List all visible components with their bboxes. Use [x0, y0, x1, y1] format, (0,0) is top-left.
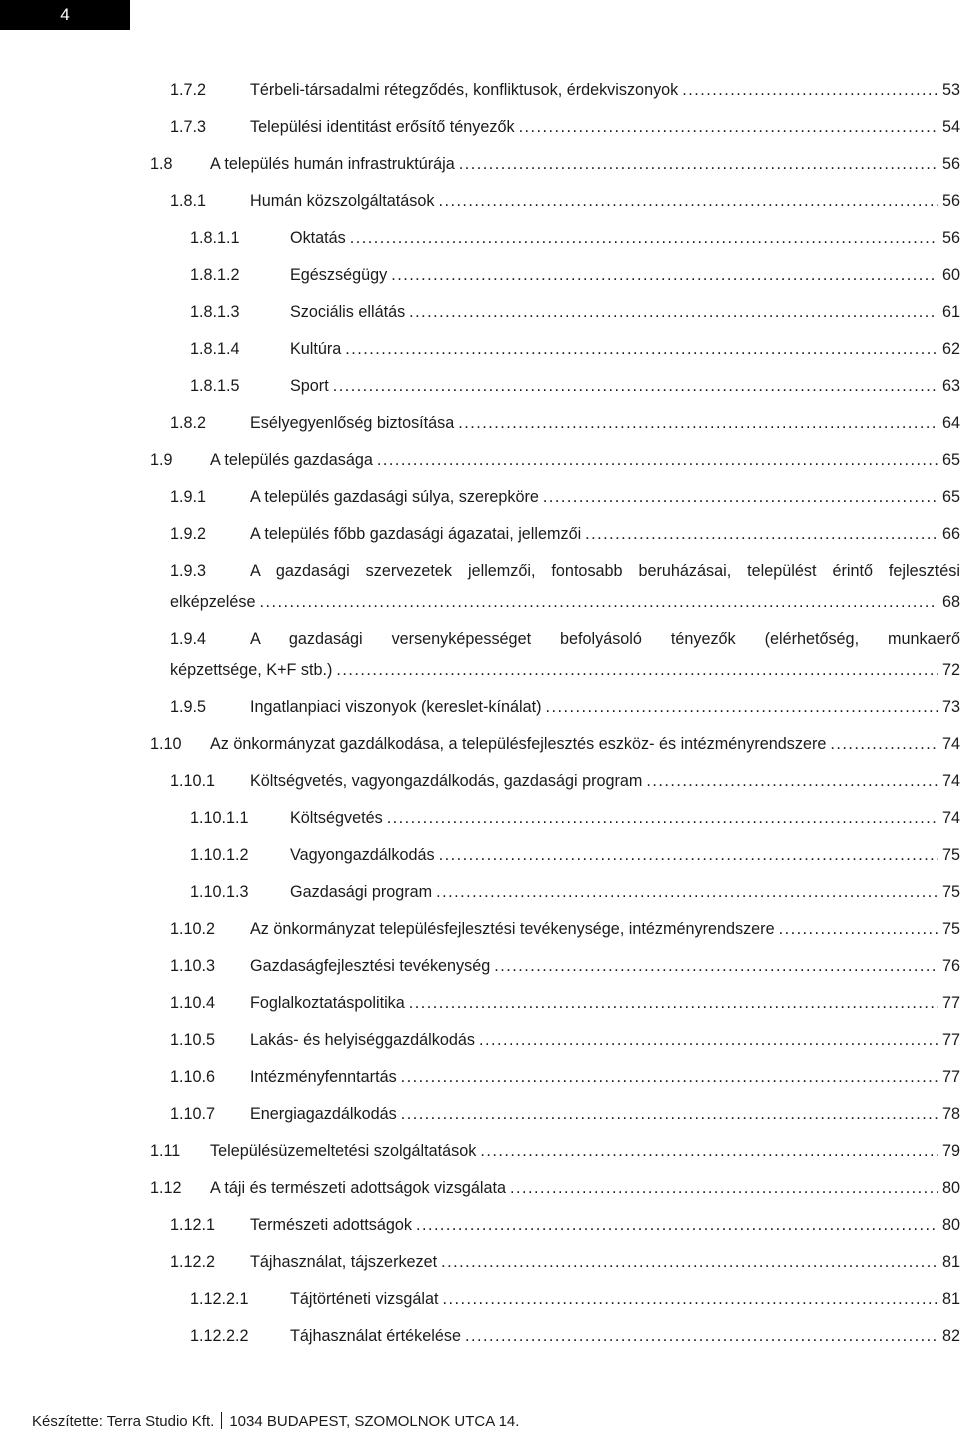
toc-entry-page: 75: [941, 883, 960, 901]
toc-entry[interactable]: [150, 1059, 960, 1096]
toc-entry-title: Ingatlanpiaci viszonyok (kereslet-kínálat): [250, 698, 542, 716]
toc-entry[interactable]: [150, 405, 960, 442]
toc-dot-leader: [409, 294, 938, 331]
toc-entry-number: 1.7.2: [170, 81, 207, 99]
toc-entry-number: 1.8.2: [170, 414, 207, 432]
toc-entry-title: Sport: [290, 377, 329, 395]
toc-entry-title: képzettsége, K+F stb.): [170, 661, 333, 679]
toc-entry-number: 1.8.1.4: [190, 340, 240, 358]
toc-entry-page: 56: [941, 155, 960, 173]
toc-entry-number: 1.8.1.2: [190, 266, 240, 284]
toc-entry-page: 81: [941, 1290, 960, 1308]
toc-entry[interactable]: [150, 1244, 960, 1281]
toc-entry-number: 1.10.2: [170, 920, 216, 938]
toc-entry-title: Gazdasági program: [290, 883, 433, 901]
toc-dot-leader: [409, 985, 938, 1022]
toc-entry-page: 77: [941, 1068, 960, 1086]
toc-entry-number: 1.12.2.1: [190, 1290, 249, 1308]
toc-entry-number: 1.8.1.5: [190, 377, 240, 395]
toc-entry[interactable]: [150, 220, 960, 257]
toc-entry-number: 1.10: [150, 735, 182, 753]
toc-entry-number: 1.12: [150, 1179, 182, 1197]
toc-entry-page: 72: [941, 661, 960, 679]
toc-entry-number: 1.8.1: [170, 192, 207, 210]
toc-entry[interactable]: [150, 800, 960, 837]
toc-entry[interactable]: [150, 479, 960, 516]
toc-entry-page: 53: [941, 81, 960, 99]
toc-dot-leader: [459, 146, 938, 183]
toc-entry-page: 74: [941, 772, 960, 790]
toc-dot-leader: [439, 837, 938, 874]
toc-entry-title: A táji és természeti adottságok vizsgálata: [210, 1179, 507, 1197]
page-footer: [32, 1412, 519, 1430]
toc-entry-page: 82: [941, 1327, 960, 1345]
toc-dot-leader: [682, 72, 938, 109]
footer-author: Készítette: Terra Studio Kft.: [32, 1413, 215, 1430]
toc-entry-page: 65: [941, 451, 960, 469]
toc-dot-leader: [465, 1318, 938, 1355]
toc-entry-title: Természeti adottságok: [250, 1216, 412, 1234]
toc-entry[interactable]: [150, 689, 960, 726]
toc-entry-title: Oktatás: [290, 229, 346, 247]
toc-entry[interactable]: [150, 516, 960, 553]
toc-dot-leader: [401, 1096, 938, 1133]
toc-entry-number: 1.11: [150, 1142, 181, 1160]
toc-entry[interactable]: [150, 553, 960, 621]
toc-entry[interactable]: [150, 1096, 960, 1133]
toc-entry-title: Az önkormányzat településfejlesztési tevékenysége, intézményrendszere: [250, 920, 775, 938]
page-number-badge: [0, 0, 130, 30]
toc-dot-leader: [543, 479, 938, 516]
toc-entry-page: 68: [941, 593, 960, 611]
toc-entry-number: 1.9.5: [170, 698, 207, 716]
toc-entry-page: 77: [941, 994, 960, 1012]
toc-entry[interactable]: [150, 442, 960, 479]
toc-entry-number: 1.10.1: [170, 772, 216, 790]
toc-dot-leader: [333, 368, 938, 405]
toc-entry-number: 1.10.4: [170, 994, 216, 1012]
toc-entry-title: elképzelése: [170, 593, 256, 611]
toc-entry[interactable]: [150, 72, 960, 109]
toc-entry[interactable]: [150, 146, 960, 183]
toc-entry-title: Településüzemeltetési szolgáltatások: [210, 1142, 477, 1160]
toc-dot-leader: [480, 1133, 938, 1170]
toc-entry-title: Szociális ellátás: [290, 303, 406, 321]
footer-separator: [221, 1412, 222, 1429]
toc-entry-page: 63: [941, 377, 960, 395]
toc-dot-leader: [510, 1170, 938, 1207]
toc-dot-leader: [585, 516, 938, 553]
toc-entry-page: 66: [941, 525, 960, 543]
toc-entry-page: 56: [941, 192, 960, 210]
toc-entry[interactable]: [150, 257, 960, 294]
toc-entry[interactable]: [150, 109, 960, 146]
toc-dot-leader: [416, 1207, 938, 1244]
toc-entry[interactable]: [150, 726, 960, 763]
toc-entry[interactable]: [150, 911, 960, 948]
toc-entry-title: Kultúra: [290, 340, 342, 358]
toc-dot-leader: [438, 183, 938, 220]
toc-dot-leader: [387, 800, 938, 837]
toc-dot-leader: [546, 689, 938, 726]
toc-entry[interactable]: [150, 1318, 960, 1355]
toc-dot-leader: [442, 1281, 938, 1318]
toc-dot-leader: [779, 911, 938, 948]
toc-entry-page: 80: [941, 1216, 960, 1234]
toc-entry-page: 74: [941, 809, 960, 827]
toc-entry-number: 1.9.3: [170, 562, 207, 580]
toc-entry-title: A település humán infrastruktúrája: [210, 155, 455, 173]
toc-entry-number: 1.9: [150, 451, 173, 469]
toc-entry[interactable]: [150, 368, 960, 405]
toc-entry-title: Vagyongazdálkodás: [290, 846, 435, 864]
toc-entry[interactable]: [150, 1170, 960, 1207]
toc-entry-page: 56: [941, 229, 960, 247]
toc-entry-page: 61: [941, 303, 960, 321]
toc-entry-number: 1.12.1: [170, 1216, 216, 1234]
toc-dot-leader: [436, 874, 938, 911]
toc-entry-page: 75: [941, 846, 960, 864]
toc-dot-leader: [441, 1244, 938, 1281]
toc-entry-title: Egészségügy: [290, 266, 388, 284]
toc-entry-title: Tájhasználat értékelése: [290, 1327, 461, 1345]
toc-entry[interactable]: [150, 763, 960, 800]
toc-entry[interactable]: [150, 1133, 960, 1170]
toc-entry-title: Költségvetés: [290, 809, 383, 827]
toc-entry-title: A település gazdasága: [210, 451, 373, 469]
toc-dot-leader: [260, 584, 938, 621]
toc-entry[interactable]: [150, 874, 960, 911]
toc-dot-leader: [345, 331, 938, 368]
toc-entry-title: Települési identitást erősítő tényezők: [250, 118, 515, 136]
toc-entry-number: 1.10.1.3: [190, 883, 249, 901]
toc-entry-page: 77: [941, 1031, 960, 1049]
toc-entry[interactable]: [150, 294, 960, 331]
toc-entry-page: 65: [941, 488, 960, 506]
toc-entry-title: Az önkormányzat gazdálkodása, a településfejlesztés eszköz- és intézményrendszere: [210, 735, 827, 753]
toc-dot-leader: [458, 405, 938, 442]
toc-entry-number: 1.7.3: [170, 118, 207, 136]
toc-entry-page: 60: [941, 266, 960, 284]
toc-entry-page: 73: [941, 698, 960, 716]
toc-entry-page: 74: [941, 735, 960, 753]
toc-entry-number: 1.8: [150, 155, 173, 173]
toc-entry[interactable]: [150, 837, 960, 874]
toc-dot-leader: [519, 109, 938, 146]
toc-entry-title: A település gazdasági súlya, szerepköre: [250, 488, 539, 506]
toc-entry-number: 1.10.1.2: [190, 846, 249, 864]
toc-entry-number: 1.9.1: [170, 488, 207, 506]
toc-entry-title: Lakás- és helyiséggazdálkodás: [250, 1031, 475, 1049]
toc-entry-number: 1.9.4: [170, 630, 207, 648]
toc-entry-title: Humán közszolgáltatások: [250, 192, 435, 210]
toc-entry[interactable]: [150, 183, 960, 220]
toc-entry[interactable]: [150, 948, 960, 985]
toc-entry-number: 1.8.1.3: [190, 303, 240, 321]
toc-entry-page: 79: [941, 1142, 960, 1160]
toc-entry-page: 62: [941, 340, 960, 358]
toc-entry-number: 1.8.1.1: [190, 229, 240, 247]
toc-entry-title: Gazdaságfejlesztési tevékenység: [250, 957, 491, 975]
toc-entry[interactable]: [150, 621, 960, 689]
toc-entry-title: Intézményfenntartás: [250, 1068, 397, 1086]
toc-dot-leader: [336, 652, 938, 689]
toc-entry-number: 1.10.6: [170, 1068, 216, 1086]
footer-address: 1034 BUDAPEST, SZOMOLNOK UTCA 14.: [229, 1413, 520, 1430]
toc-entry-title: Tájtörténeti vizsgálat: [290, 1290, 439, 1308]
toc-entry-title: Költségvetés, vagyongazdálkodás, gazdasági program: [250, 772, 643, 790]
toc-entry-number: 1.9.2: [170, 525, 207, 543]
toc-entry[interactable]: [150, 331, 960, 368]
toc-entry-title-line1: A gazdasági versenyképességet befolyásoló tényezők (elérhetőség, munkaerő: [250, 630, 960, 648]
toc-dot-leader: [350, 220, 938, 257]
toc-entry-page: 54: [941, 118, 960, 136]
toc-entry-number: 1.10.7: [170, 1105, 216, 1123]
toc-entry-title: Esélyegyenlőség biztosítása: [250, 414, 455, 432]
toc-dot-leader: [494, 948, 938, 985]
toc-entry-title: Tájhasználat, tájszerkezet: [250, 1253, 438, 1271]
toc-dot-leader: [479, 1022, 938, 1059]
toc-entry-number: 1.10.3: [170, 957, 216, 975]
toc-entry[interactable]: [150, 1207, 960, 1244]
toc-entry-title: A település főbb gazdasági ágazatai, jellemzői: [250, 525, 582, 543]
toc-dot-leader: [830, 726, 938, 763]
toc-entry-page: 78: [941, 1105, 960, 1123]
toc-dot-leader: [377, 442, 938, 479]
toc-entry-number: 1.12.2: [170, 1253, 216, 1271]
toc-dot-leader: [646, 763, 938, 800]
toc-dot-leader: [401, 1059, 938, 1096]
toc-entry-number: 1.10.5: [170, 1031, 216, 1049]
toc-entry-title: Foglalkoztatáspolitika: [250, 994, 405, 1012]
toc-entry-number: 1.10.1.1: [190, 809, 249, 827]
toc-entry[interactable]: [150, 1022, 960, 1059]
toc-entry-title: Energiagazdálkodás: [250, 1105, 397, 1123]
toc-entry-number: 1.12.2.2: [190, 1327, 249, 1345]
table-of-contents: [150, 72, 960, 1355]
toc-entry-page: 80: [941, 1179, 960, 1197]
toc-entry[interactable]: [150, 1281, 960, 1318]
toc-dot-leader: [391, 257, 938, 294]
toc-entry-title: Térbeli-társadalmi rétegződés, konfliktusok, érdekviszonyok: [250, 81, 679, 99]
toc-entry-title-line1: A gazdasági szervezetek jellemzői, fontosabb beruházásai, települést érintő fejlesztési: [250, 562, 960, 580]
toc-entry-page: 64: [941, 414, 960, 432]
toc-entry-page: 81: [941, 1253, 960, 1271]
toc-entry[interactable]: [150, 985, 960, 1022]
toc-entry-page: 76: [941, 957, 960, 975]
toc-entry-page: 75: [941, 920, 960, 938]
page-number: 4: [60, 5, 70, 24]
